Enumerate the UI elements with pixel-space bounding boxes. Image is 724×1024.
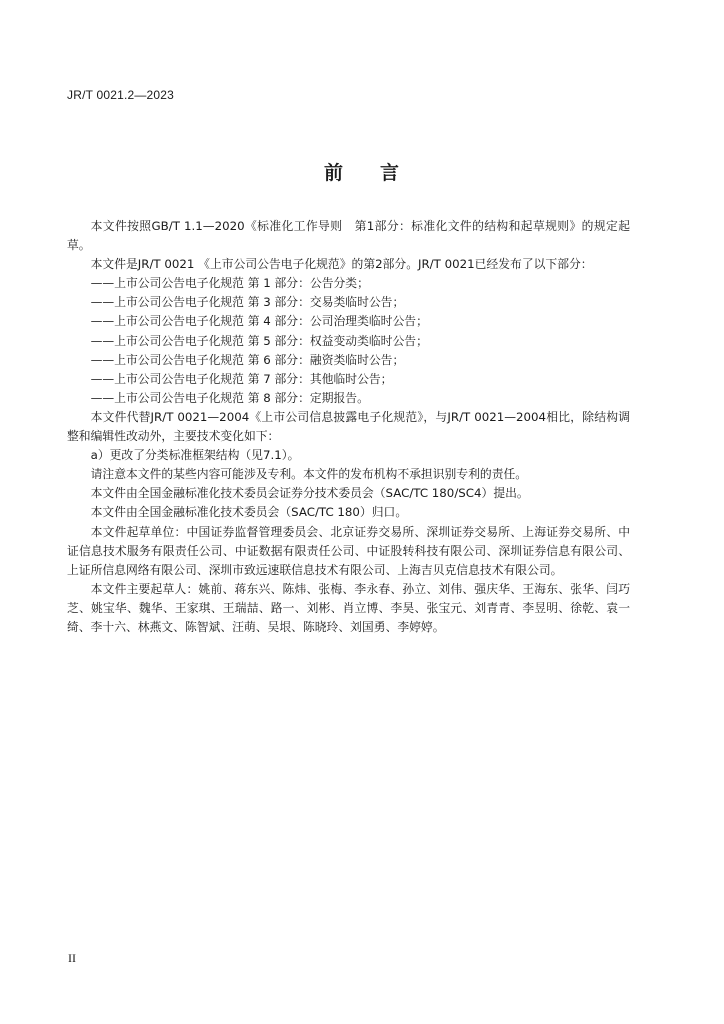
list-item-part: ——上市公司公告电子化规范 第 8 部分：定期报告。 bbox=[90, 390, 369, 405]
list-item-part: ——上市公司公告电子化规范 第 7 部分：其他临时公告； bbox=[90, 371, 393, 386]
paragraph-change-a: a）更改了分类标准框架结构（见7.1）。 bbox=[90, 448, 300, 463]
paragraph-managed-by: 本文件由全国金融标准化技术委员会（SAC/TC 180）归口。 bbox=[90, 505, 408, 520]
list-item-part: ——上市公司公告电子化规范 第 5 部分：权益变动类临时公告； bbox=[90, 333, 428, 348]
paragraph-drafting-rules: 本文件按照GB/T 1.1—2020《标准化工作导则 第1部分：标准化文件的结构和起草规则》的规定起草。 bbox=[67, 219, 630, 253]
title-char-2: 言 bbox=[380, 162, 401, 184]
list-item-part: ——上市公司公告电子化规范 第 4 部分：公司治理类临时公告； bbox=[90, 314, 428, 329]
paragraph-drafters: 本文件主要起草人：姚前、蒋东兴、陈炜、张梅、李永春、孙立、刘伟、强庆华、王海东、张华、闫巧芝、姚宝华、魏华、王家琪、王瑞喆、路一、刘彬、肖立博、李昊、张宝元、刘青青、李昱明、徐乾、袁一绮、李十六、林燕文、陈智斌、汪萌、吴垠、陈晓玲、刘国勇、李婷婷。 bbox=[67, 581, 630, 634]
paragraph-replaces: 本文件代替JR/T 0021—2004《上市公司信息披露电子化规范》，与JR/T 0021—2004相比，除结构调整和编辑性改动外，主要技术变化如下： bbox=[67, 409, 630, 444]
paragraph-patent-notice: 请注意本文件的某些内容可能涉及专利。本文件的发布机构不承担识别专利的责任。 bbox=[90, 467, 528, 482]
document-code: JR/T 0021.2—2023 bbox=[67, 88, 175, 102]
list-item-part: ——上市公司公告电子化规范 第 6 部分：融资类临时公告； bbox=[90, 352, 405, 367]
paragraph-proposed-by: 本文件由全国金融标准化技术委员会证券分技术委员会（SAC/TC 180/SC4）提出。 bbox=[90, 486, 529, 501]
title-char-1: 前 bbox=[323, 162, 344, 184]
list-item-part: ——上市公司公告电子化规范 第 3 部分：交易类临时公告； bbox=[90, 295, 405, 310]
paragraph-part-of: 本文件是JR/T 0021 《上市公司公告电子化规范》的第2部分。JR/T 0021已经发布了以下部分： bbox=[90, 257, 593, 272]
list-item-part: ——上市公司公告电子化规范 第 1 部分：公告分类； bbox=[90, 276, 369, 291]
page-number: II bbox=[68, 951, 76, 965]
paragraph-drafting-units: 本文件起草单位：中国证券监督管理委员会、北京证券交易所、深圳证券交易所、上海证券交易所、中证信息技术服务有限责任公司、中证数据有限责任公司、中证股转科技有限公司、深圳证券信息有限公司、上证所信息网络有限公司、深圳市致远速联信息技术有限公司、上海吉贝克信息技术有限公司。 bbox=[67, 524, 630, 577]
foreword-body bbox=[67, 217, 630, 637]
page-title bbox=[0, 158, 724, 185]
